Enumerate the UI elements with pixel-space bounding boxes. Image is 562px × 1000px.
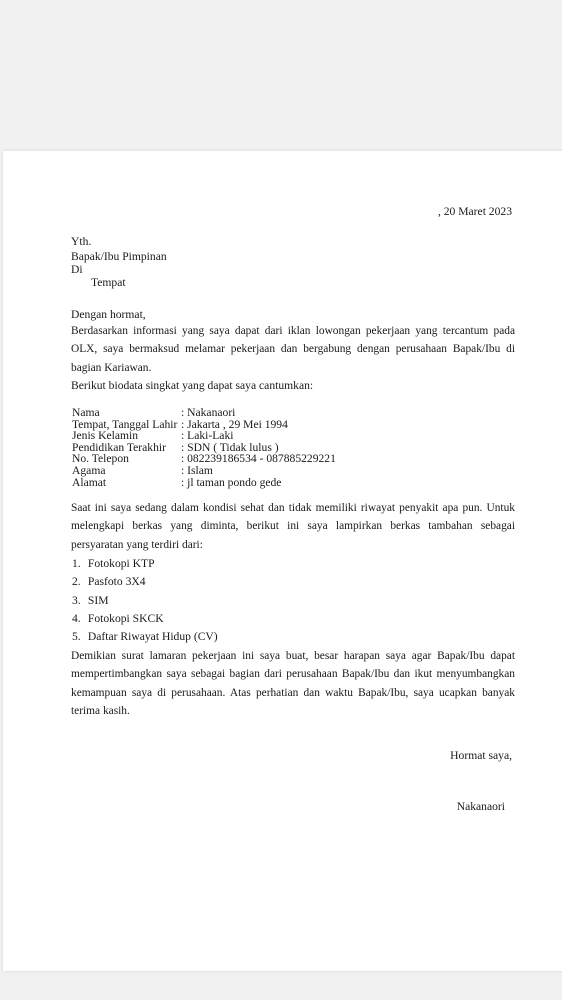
biodata-value: : SDN ( Tidak lulus )	[181, 440, 279, 454]
list-text: Fotokopi SKCK	[87, 611, 164, 625]
attachment-list	[72, 555, 218, 646]
list-number: 5.	[72, 630, 81, 644]
recipient-name: Bapak/Ibu Pimpinan	[71, 250, 167, 263]
paragraph-intro: Berdasarkan informasi yang saya dapat dari iklan lowongan pekerjaan yang tercantum pada OLX, saya bermaksud melamar pekerjaan dan bergabung dengan perusahaan Bapak/Ibu di bagian Kariawan.	[71, 325, 515, 374]
list-text: Daftar Riwayat Hidup (CV)	[87, 630, 218, 644]
paragraph-closing: Demikian surat lamaran pekerjaan ini saya buat, besar harapan saya agar Bapak/Ibu dapat mempertimbangkan saya sebagai bagian dari perusahaan Bapak/Ibu dan ikut menyumbangkan kemampuan saya di perusahaan. Atas perhatian dan waktu Bapak/Ibu, saya ucapkan banyak terima kasih.	[71, 650, 515, 717]
biodata-value: : Islam	[181, 463, 213, 477]
closing-remark: Hormat saya,	[450, 749, 512, 762]
list-number: 2.	[72, 575, 81, 589]
biodata-value: : Nakanaori	[181, 406, 236, 419]
biodata-label: Nama	[72, 406, 100, 419]
biodata-value: : 082239186534 - 087885229221	[181, 452, 336, 466]
biodata-value: : Jakarta , 29 Mei 1994	[181, 417, 288, 431]
recipient-di: Di	[71, 263, 83, 276]
list-item	[72, 628, 218, 646]
list-text: Fotokopi KTP	[87, 557, 155, 570]
biodata-label: No. Telepon	[72, 452, 129, 466]
letter-date: , 20 Maret 2023	[437, 205, 512, 218]
list-text: Pasfoto 3X4	[87, 575, 146, 589]
list-item	[72, 555, 218, 573]
list-number: 4.	[72, 611, 81, 625]
biodata-intro: Berikut biodata singkat yang dapat saya cantumkan:	[71, 379, 314, 392]
biodata-label: Alamat	[72, 475, 107, 489]
recipient-place: Tempat	[91, 276, 126, 289]
recipient-salutation: Yth.	[71, 235, 92, 248]
biodata-label: Tempat, Tanggal Lahir	[72, 417, 178, 431]
biodata-value: : jl taman pondo gede	[181, 475, 282, 489]
biodata-label: Jenis Kelamin	[72, 429, 139, 443]
biodata-label: Pendidikan Terakhir	[72, 440, 166, 454]
biodata-value: : Laki-Laki	[181, 429, 234, 443]
biodata-label: Agama	[72, 463, 106, 477]
greeting: Dengan hormat,	[71, 308, 146, 321]
list-text: SIM	[87, 593, 109, 607]
paragraph-health: Saat ini saya sedang dalam kondisi sehat dan tidak memiliki riwayat penyakit apa pun. Untuk melengkapi berkas yang diminta, berikut ini saya lampirkan berkas tambahan sebagai persyaratan yang terdiri dari:	[71, 502, 515, 551]
list-item	[72, 610, 218, 628]
signature-name: Nakanaori	[456, 800, 505, 813]
letter-page	[3, 151, 562, 971]
list-item	[72, 592, 218, 610]
list-item	[72, 573, 218, 591]
list-number: 1.	[72, 557, 81, 570]
list-number: 3.	[72, 593, 81, 607]
